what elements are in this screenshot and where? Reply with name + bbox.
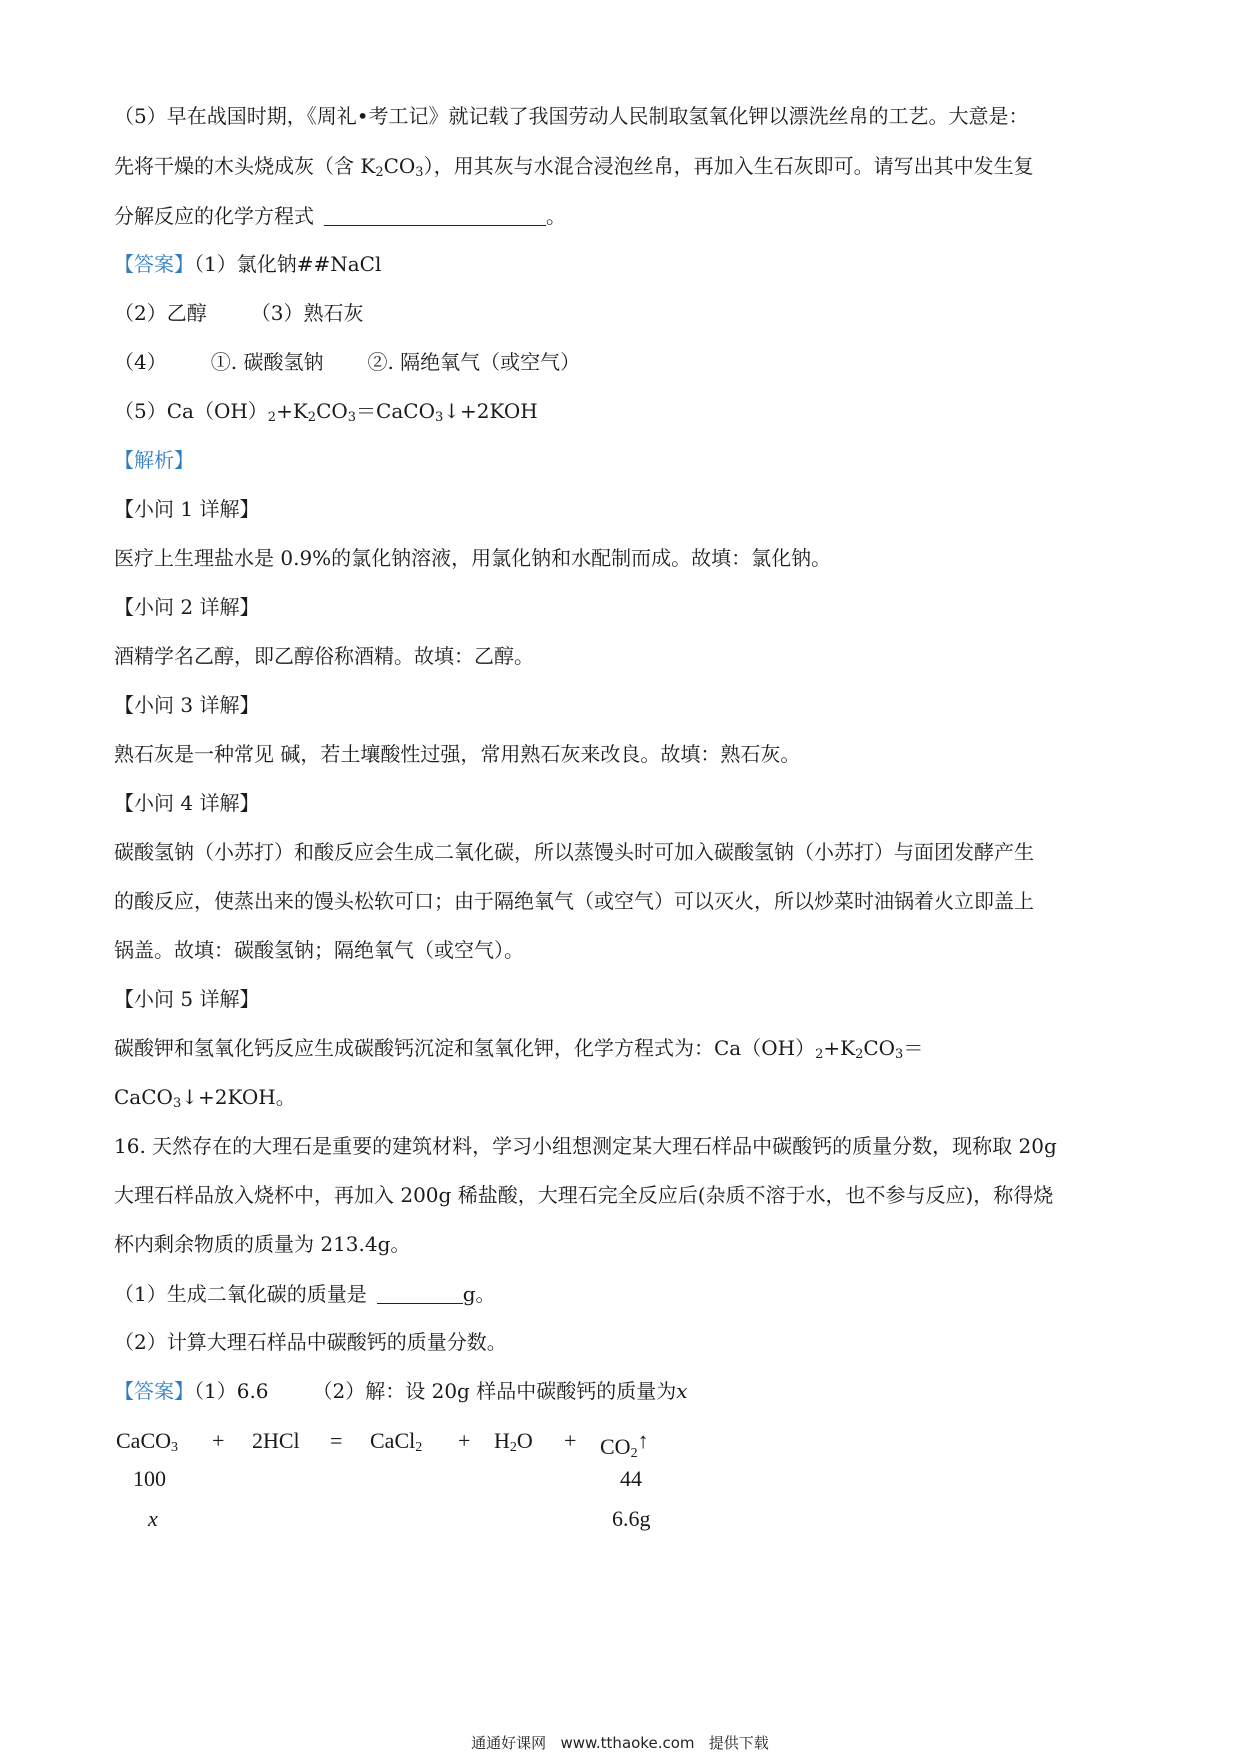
variable-x: x — [676, 1379, 688, 1403]
answer-blank — [377, 1283, 463, 1304]
product-co2 — [600, 1428, 649, 1460]
answer15-line4 — [114, 399, 538, 425]
text: （3）熟石灰 — [250, 301, 364, 325]
subscript: 2 — [509, 1440, 517, 1455]
gas-arrow: ↑ — [637, 1428, 649, 1453]
text: ↓+2KOH — [443, 399, 538, 423]
text: （1）氯化钠##NaCl — [194, 252, 382, 276]
answer-tag: 【答案】 — [114, 1379, 194, 1403]
q16-line2: 大理石样品放入烧杯中，再加入 200g 稀盐酸，大理石完全反应后(杂质不溶于水，也不参与反应)，称得烧 — [114, 1183, 1054, 1207]
subscript: 3 — [415, 165, 424, 180]
text: ②. 隔绝氧气（或空气） — [367, 350, 581, 374]
subquestion-5-heading: 【小问 5 详解】 — [114, 987, 260, 1011]
text: H — [494, 1428, 510, 1453]
text: CO — [600, 1434, 631, 1459]
subscript: 2 — [815, 1047, 824, 1062]
subquestion-3-text: 熟石灰是一种常见 碱，若土壤酸性过强，常用熟石灰来改良。故填：熟石灰。 — [114, 742, 801, 766]
subscript: 3 — [895, 1047, 904, 1062]
subquestion-4-heading: 【小问 4 详解】 — [114, 791, 260, 815]
answer15-line2 — [114, 303, 363, 323]
text: O — [516, 1428, 533, 1453]
text: CO — [863, 1036, 896, 1060]
reactant-caco3 — [116, 1428, 178, 1454]
subquestion-5-text-line1 — [114, 1036, 924, 1062]
answer16-line — [114, 1381, 688, 1401]
q16-line1: 16. 天然存在的大理石是重要的建筑材料，学习小组想测定某大理石样品中碳酸钙的质量分数，现称取 20g — [114, 1134, 1057, 1158]
subscript: 3 — [171, 1440, 178, 1455]
text: （5）Ca（OH） — [114, 399, 268, 423]
text: 先将干燥的木头烧成灰（含 K — [114, 154, 376, 178]
text: CaCO — [114, 1085, 173, 1109]
subscript: 3 — [434, 410, 444, 425]
text: 分解反应的化学方程式 — [114, 204, 314, 228]
answer-blank — [324, 205, 546, 226]
subquestion-2-heading: 【小问 2 详解】 — [114, 595, 260, 619]
subquestion-2-text: 酒精学名乙醇，即乙醇俗称酒精。故填：乙醇。 — [114, 644, 534, 668]
q16-line3: 杯内剩余物质的质量为 213.4g。 — [114, 1232, 411, 1256]
product-h2o — [494, 1428, 533, 1454]
co2-mass: 6.6g — [612, 1506, 651, 1531]
q15-5-line1: （5）早在战国时期，《周礼•考工记》就记载了我国劳动人民制取氢氧化钾以漂洗丝帛的工艺。大意是： — [114, 104, 1029, 128]
text: ①. 碳酸氢钠 — [210, 350, 324, 374]
subscript: 3 — [347, 410, 357, 425]
molar-mass-caco3: 100 — [133, 1466, 166, 1491]
text: g。 — [462, 1282, 496, 1306]
product-cacl2 — [370, 1428, 422, 1454]
unknown-mass: x — [148, 1506, 158, 1531]
text: （2）解：设 20g 样品中碳酸钙的质量为 — [312, 1379, 677, 1403]
plus-sign: + — [458, 1428, 471, 1453]
subquestion-3-heading: 【小问 3 详解】 — [114, 693, 260, 717]
subscript: 3 — [172, 1096, 182, 1111]
answer15-line1 — [114, 254, 381, 274]
subquestion-5-text-line2 — [114, 1085, 296, 1111]
subscript: 2 — [267, 410, 277, 425]
q16-sub2: （2）计算大理石样品中碳酸钙的质量分数。 — [114, 1330, 507, 1354]
text: （2）乙醇 — [114, 301, 207, 325]
answer15-line3 — [114, 352, 580, 372]
molar-mass-co2: 44 — [620, 1466, 642, 1491]
subscript: 2 — [630, 1446, 638, 1461]
text: CO — [316, 399, 348, 423]
subquestion-4-text-line1: 碳酸氢钠（小苏打）和酸反应会生成二氧化碳，所以蒸馒头时可加入碳酸氢钠（小苏打）与面团发酵产生 — [114, 840, 1034, 864]
text: ↓+2KOH。 — [181, 1085, 296, 1109]
analysis-tag: 【解析】 — [114, 448, 194, 472]
subscript: 2 — [375, 165, 384, 180]
chemical-equation — [0, 1428, 1240, 1538]
text: +K — [823, 1036, 856, 1060]
equals-sign: = — [330, 1428, 343, 1453]
subscript: 2 — [855, 1047, 864, 1062]
text: CaCl — [370, 1428, 416, 1453]
subquestion-4-text-line3: 锅盖。故填：碳酸氢钠；隔绝氧气（或空气）。 — [114, 938, 524, 962]
q16-sub1 — [114, 1283, 496, 1304]
footer-source: 通通好课网 www.tthaoke.com 提供下载 — [471, 1734, 769, 1752]
text: CaCO — [116, 1428, 171, 1453]
text: （1）6.6 — [194, 1379, 269, 1403]
text: +K — [276, 399, 308, 423]
text: ），用其灰与水混合浸泡丝帛，再加入生石灰即可。请写出其中发生复 — [423, 154, 1034, 178]
answer-tag: 【答案】 — [114, 252, 194, 276]
subscript: 2 — [415, 1440, 423, 1455]
subquestion-1-text: 医疗上生理盐水是 0.9%的氯化钠溶液，用氯化钠和水配制而成。故填：氯化钠。 — [114, 546, 832, 570]
subquestion-4-text-line2: 的酸反应，使蒸出来的馒头松软可口；由于隔绝氧气（或空气）可以灭火，所以炒菜时油锅着火立即盖上 — [114, 889, 1034, 913]
reactant-hcl: 2HCl — [252, 1428, 300, 1453]
text: （1）生成二氧化碳的质量是 — [114, 1282, 367, 1306]
q15-5-line3 — [114, 205, 566, 226]
text: CO — [383, 154, 416, 178]
text: ＝ — [903, 1036, 924, 1060]
subscript: 2 — [307, 410, 317, 425]
q15-5-line2 — [114, 154, 1034, 180]
plus-sign: + — [212, 1428, 225, 1453]
text: （4） — [114, 350, 167, 374]
subquestion-1-heading: 【小问 1 详解】 — [114, 497, 260, 521]
text: ＝CaCO — [356, 399, 435, 423]
text: 。 — [546, 204, 566, 228]
plus-sign: + — [564, 1428, 577, 1453]
text: 碳酸钾和氢氧化钙反应生成碳酸钙沉淀和氢氧化钾，化学方程式为：Ca（OH） — [114, 1036, 816, 1060]
